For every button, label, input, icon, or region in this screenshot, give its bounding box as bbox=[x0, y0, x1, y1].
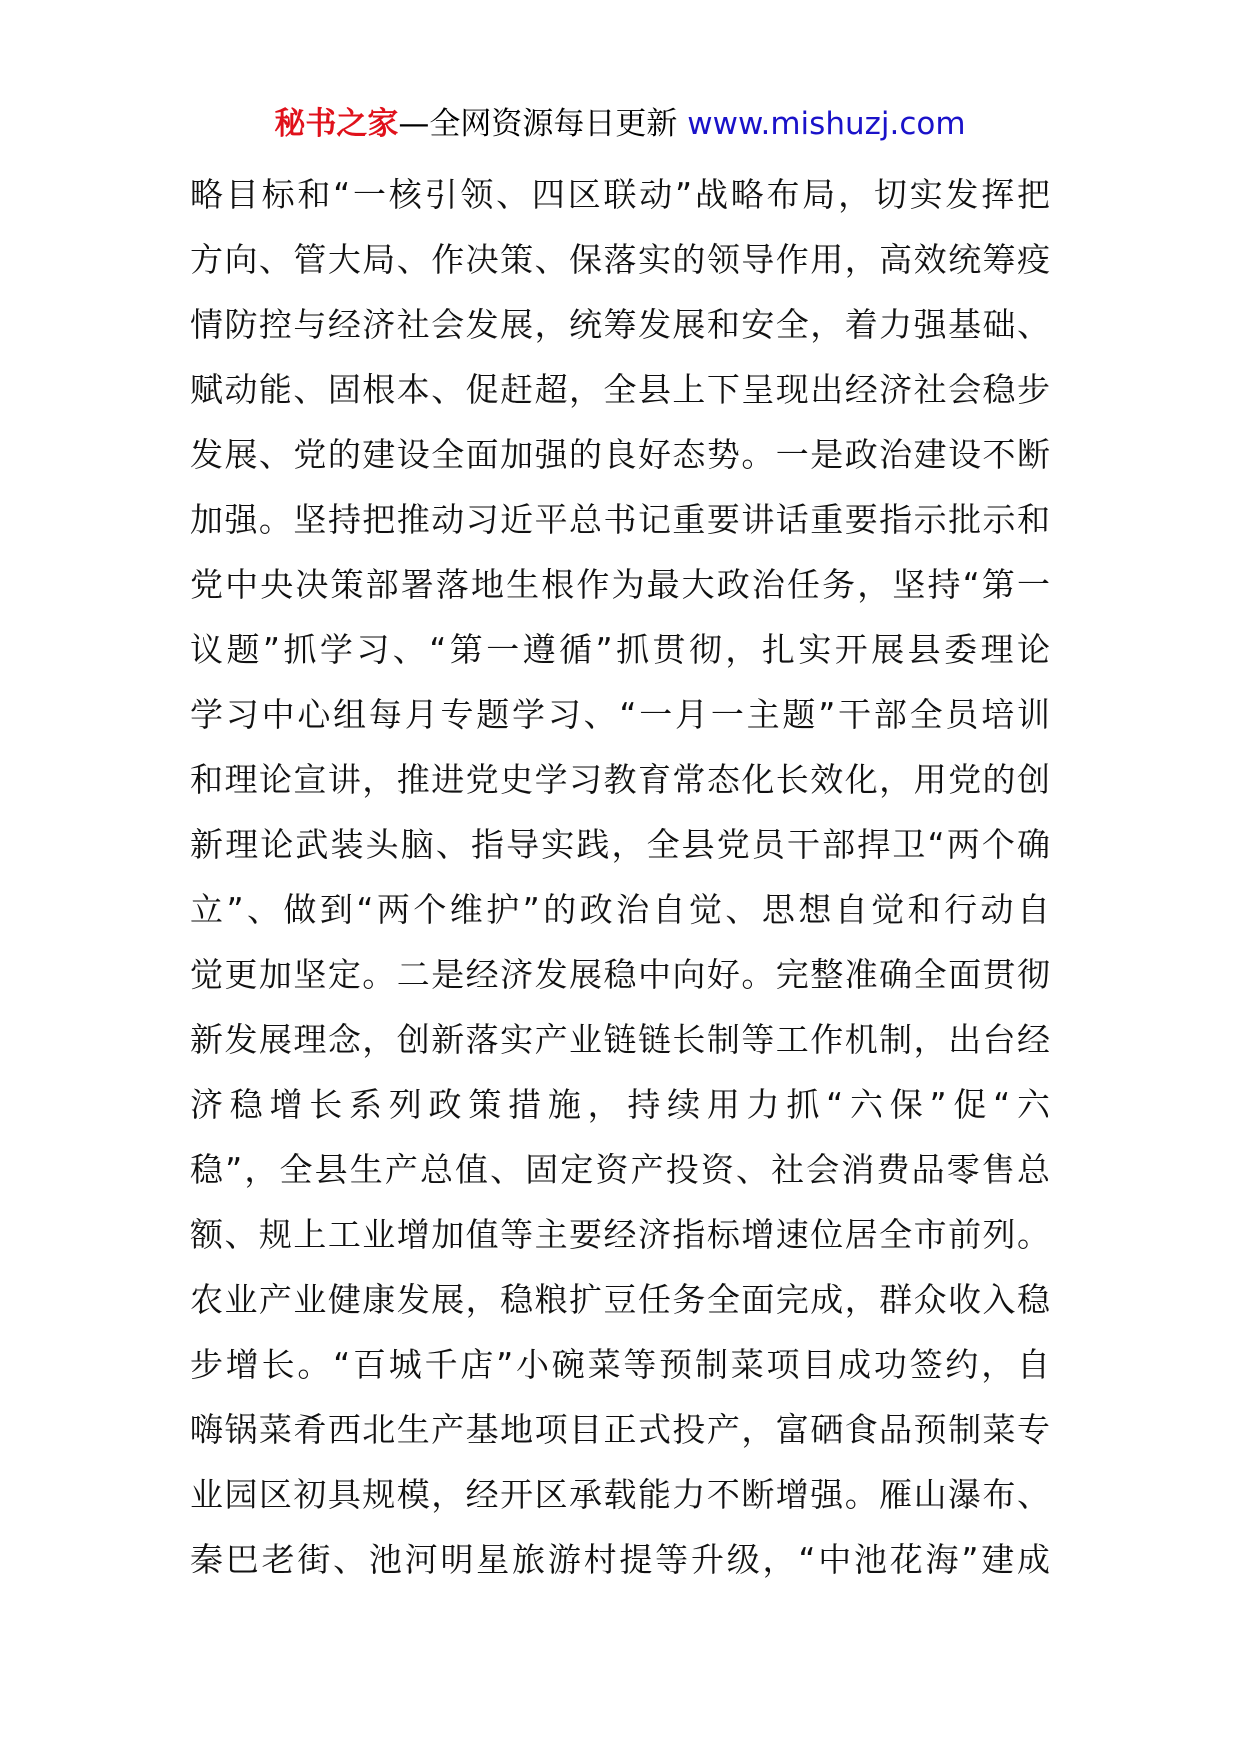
text-line: 额、规上工业增加值等主要经济指标增速位居全市前列。 bbox=[190, 1215, 1050, 1254]
text-line: 略目标和“一核引领、四区联动”战略布局，切实发挥把 bbox=[190, 175, 1050, 214]
text-line: 发展、党的建设全面加强的良好态势。一是政治建设不断 bbox=[190, 435, 1050, 474]
text-line: 步增长。“百城千店”小碗菜等预制菜项目成功签约，自 bbox=[190, 1345, 1050, 1384]
site-url-link[interactable]: www.mishuzj.com bbox=[687, 106, 966, 142]
text-line: 情防控与经济社会发展，统筹发展和安全，着力强基础、 bbox=[190, 305, 1050, 344]
text-line: 加强。坚持把推动习近平总书记重要讲话重要指示批示和 bbox=[190, 500, 1050, 539]
text-line: 议题”抓学习、“第一遵循”抓贯彻，扎实开展县委理论 bbox=[190, 630, 1050, 669]
text-line: 党中央决策部署落地生根作为最大政治任务，坚持“第一 bbox=[190, 565, 1050, 604]
text-line: 方向、管大局、作决策、保落实的领导作用，高效统筹疫 bbox=[190, 240, 1050, 279]
text-line: 秦巴老街、池河明星旅游村提等升级，“中池花海”建成 bbox=[190, 1540, 1050, 1579]
text-line: 业园区初具规模，经开区承载能力不断增强。雁山瀑布、 bbox=[190, 1475, 1050, 1514]
text-line: 嗨锅菜肴西北生产基地项目正式投产，富硒食品预制菜专 bbox=[190, 1410, 1050, 1449]
text-line: 稳”，全县生产总值、固定资产投资、社会消费品零售总 bbox=[190, 1150, 1050, 1189]
text-line: 新理论武装头脑、指导实践，全县党员干部捍卫“两个确 bbox=[190, 825, 1050, 864]
text-line: 和理论宣讲，推进党史学习教育常态化长效化，用党的创 bbox=[190, 760, 1050, 799]
text-line: 农业产业健康发展，稳粮扩豆任务全面完成，群众收入稳 bbox=[190, 1280, 1050, 1319]
text-line: 新发展理念，创新落实产业链链长制等工作机制，出台经 bbox=[190, 1020, 1050, 1059]
text-line: 济稳增长系列政策措施，持续用力抓“六保”促“六 bbox=[190, 1085, 1050, 1124]
header-tagline: —全网资源每日更新 bbox=[398, 106, 688, 142]
document-body bbox=[190, 162, 1050, 1592]
text-line: 学习中心组每月专题学习、“一月一主题”干部全员培训 bbox=[190, 695, 1050, 734]
text-line: 赋动能、固根本、促赶超，全县上下呈现出经济社会稳步 bbox=[190, 370, 1050, 409]
brand-name: 秘书之家 bbox=[274, 106, 399, 142]
text-line: 立”、做到“两个维护”的政治自觉、思想自觉和行动自 bbox=[190, 890, 1050, 929]
page-header bbox=[0, 104, 1240, 144]
text-line: 觉更加坚定。二是经济发展稳中向好。完整准确全面贯彻 bbox=[190, 955, 1050, 994]
